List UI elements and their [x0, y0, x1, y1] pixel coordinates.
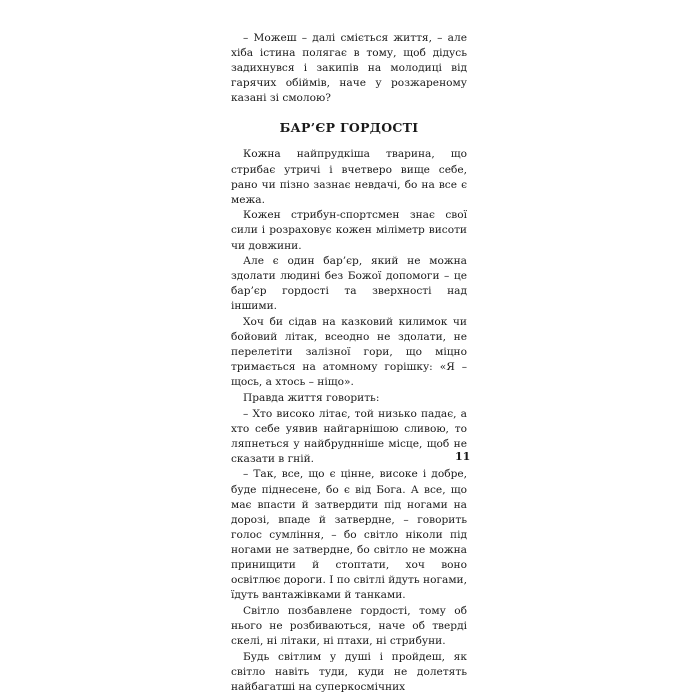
- intro-paragraph: – Можеш – далі сміється життя, – але хіба істина полягає в тому, щоб дідусь задихнувся і закипів на молодиці від гарячих обіймів, наче у розжареному казані зі смолою?: [231, 32, 467, 105]
- section-title: БАР’ЄР ГОРДОСТІ: [279, 120, 419, 136]
- body-paragraph: Але є один бар’єр, який не можна здолати людині без Божої допомоги – це бар’єр гордості та зверхності над іншими.: [231, 255, 467, 313]
- body-paragraph: Будь світлим у душі і пройдеш, як світло навіть туди, куди не долетять найбагатші на суперкосмічних: [231, 650, 467, 693]
- page-number: 11: [455, 450, 471, 463]
- body-paragraph: – Так, все, що є цінне, високе і добре, буде піднесене, бо є від Бога. А все, що має впасти й затвердити під ногами на дорозі, впаде й затвердне, – говорить голос сумління, – бо світло ніколи під ногами не затвердне, бо світло не можна принищити й стоптати, хоч воно освітлює дороги. І по світлі йдуть ногами, їдуть вантажівками й танками.: [231, 468, 467, 602]
- body-paragraph: Хоч би сідав на казковий килимок чи бойовий літак, всеодно не здолати, не перелетіти залізної гори, що міцно тримається на атомному горішку: «Я – щось, а хтось – ніщо».: [231, 316, 467, 389]
- body-paragraph: Кожна найпрудкіша тварина, що стрибає утричі і вчетверо вище себе, рано чи пізно зазнає невдачі, бо на все є межа.: [231, 148, 467, 206]
- text-column: [231, 31, 467, 695]
- body-paragraph: Правда життя говорить:: [243, 391, 380, 404]
- body-paragraph: Світло позбавлене гордості, тому об нього не розбиваються, наче об тверді скелі, ні літаки, ні птахи, ні стрибуни.: [231, 604, 467, 647]
- body-paragraph: – Хто високо літає, той низько падає, а хто себе уявив найгарнішою сливою, то ляпнеться у найбруднніше місце, щоб не сказати в гній.: [231, 407, 467, 465]
- body-paragraph: Кожен стрибун-спортсмен знає свої сили і розраховує кожен міліметр висоти чи довжини.: [231, 209, 467, 252]
